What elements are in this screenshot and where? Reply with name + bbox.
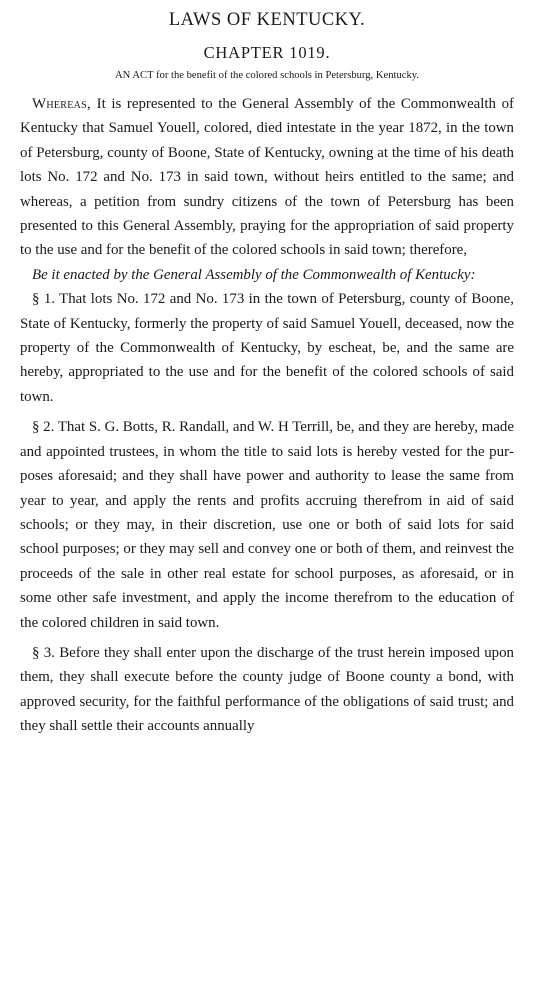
act-body — [20, 92, 514, 739]
preamble-paragraph — [20, 92, 514, 263]
document-page — [20, 8, 514, 739]
section-3: § 3. Before they shall enter upon the discharge of the trust herein imposed upon them, they shall execute before the county judge of Boone county a bond, with approved security, for the faithful performance of the obligations of said trust; and they shall settle their accounts annually — [20, 644, 514, 735]
section-1: § 1. That lots No. 172 and No. 173 in the town of Petersburg, county of Boone, State of Kentucky, formerly the property of said Samuel Youell, deceased, now the property of the Commonwealth of Kentucky, by escheat, be, and the same are hereby, appropriated to the use and for the benefit of the colored schools of said town. — [20, 291, 514, 405]
act-title: AN ACT for the benefit of the colored schools in Petersburg, Kentucky. — [114, 70, 420, 81]
chapter-heading: CHAPTER 1019. — [203, 43, 331, 62]
enacting-clause: Be it enacted by the General Assembly of the Commonwealth of Kentucky: — [32, 266, 476, 283]
whereas-lead: Whereas, — [32, 96, 92, 112]
preamble-text: It is represented to the General Assembly of the Commonwealth of Kentucky that Samuel Youell, colored, died intestate in the year 1872, in the town of Petersburg, county of Boone, State of Kentucky, owning at the time of his death lots No. 172 and No. 173 in said town, without heirs entitled to the same; and whereas, a petition from sundry citizens of the town of Petersburg has been presented to this General Assembly, praying for the appropriation of said property to the use and for the benefit of the colored schools in said town; therefore, — [20, 96, 514, 259]
section-2: § 2. That S. G. Botts, R. Randall, and W. H Terrill, be, and they are hereby, made and appointed trustees, in whom the title to said lots is hereby vested for the purposes aforesaid; and they shall have power and authority to lease the same from year to year, and apply the rents and profits accruing therefrom in aid of said schools; or they may, in their discretion, use one or both of said lots for said school purposes; or they may sell and convey one or both of them, and reinvest the proceeds of the sale in other real estate for school purposes, as aforesaid, or in some other safe investment, and apply the income therefrom to the education of the colored children in said town. — [20, 419, 514, 631]
running-head: LAWS OF KENTUCKY. — [168, 10, 366, 30]
